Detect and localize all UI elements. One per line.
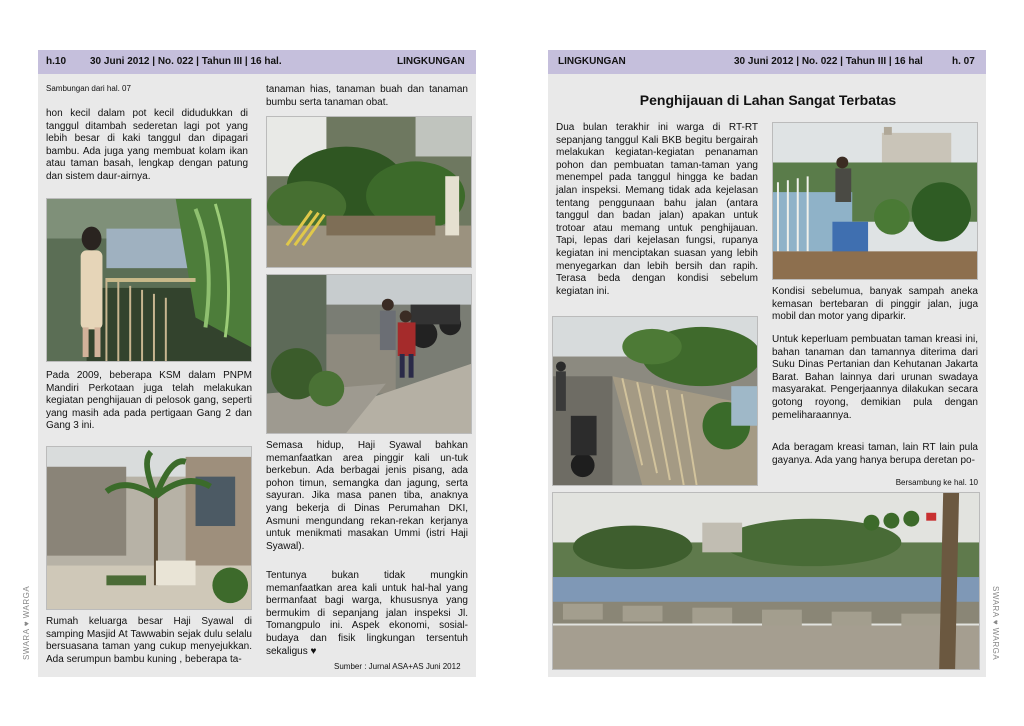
right-paragraph-4: Ada beragam kreasi taman, lain RT lain pula gayanya. Ada yang hanya berupa deretan po-: [772, 442, 978, 466]
left-page-header: [38, 50, 476, 74]
left-paragraph-5: Semasa hidup, Haji Syawal bahkan memanfaatkan area pinggir kali un-tuk berkebun. Ada berbagai jenis pisang, ada pohon timun, semangka dan jagung, serta sayuran. Jika masa panen tiba, anaknya yang bekerja di Dinas Perumahan DKI, Asmuni mengundang rekan-rekan kerjanya untuk menikmati masakan Ummi (istri Haji Syawal).: [266, 440, 468, 552]
source-note: Sumber : Jurnal ASA+AS Juni 2012: [334, 662, 461, 671]
continued-to-note: Bersambung ke hal. 10: [895, 478, 978, 487]
right-paragraph-1: Dua bulan terakhir ini warga di RT-RT sepanjang tanggul Kali BKB begitu bergairah melakukan kegiatan-kegiatan penanaman pohon dan pembuatan taman-taman yang menempel pada tanggul hingga ke badan jalan inspeksi. Memang tidak ada kejelasan tentang penggunaan bahu jalan (antara tanggul dan badan jalan) apakan untuk trotoar atau memang untuk penghijauan. Tapi, lepas dari kejelasan fungsi, rupanya kegiatan ini menciptakan suasan yang lebih menyegarkan dan lebih bersih dan rapih. Terasa beda dengan kondisi sebelum kegiatan ini.: [556, 122, 758, 297]
left-paragraph-4: tanaman hias, tanaman buah dan tanaman bumbu serta tanaman obat.: [266, 84, 468, 108]
article-title: Penghijauan di Lahan Sangat Terbatas: [639, 92, 897, 108]
right-section-label: LINGKUNGAN: [558, 56, 626, 67]
right-paragraph-2: Kondisi sebelumua, banyak sampah aneka kemasan bertebaran di pinggir jalan, juga mobil dan motor yang diparkir.: [772, 286, 978, 323]
right-page-header: [548, 50, 986, 74]
photo-roadside-garden: [552, 316, 758, 486]
photo-house-garden: [46, 446, 252, 610]
photo-pond-garden: [46, 198, 252, 362]
left-paragraph-2: Pada 2009, beberapa KSM dalam PNPM Mandiri Perkotaan juga telah melakukan kegiatan penghijauan di pelosok gang, seperti yang masih ada pada pertigaan Gang 2 dan Gang 3 ini.: [46, 370, 252, 432]
photo-potted-plants: [266, 116, 472, 268]
left-page: [38, 50, 476, 677]
right-page-number: h. 07: [952, 56, 975, 67]
right-side-label: SWARA ♥ WARGA: [991, 586, 1000, 661]
left-paragraph-1: hon kecil dalam pot kecil didudukkan di tanggul ditambah sederetan lagi pot yang lebih besar di kaki tanggul dan dipagari bambu. Ada juga yang membuat kolam ikan atau taman basah, lengkap dengan patung dan sistem daur-airnya.: [46, 108, 248, 182]
right-paragraph-3: Untuk keperluam pembuatan taman kreasi ini, bahan tanaman dan tamannya diterima dari Suku Dinas Pertanian dan Kehutanan Jakarta Barat. Bahan lainnya dari urunan swadaya masyarakat. Pengerjaannya dilakukan secara gotong royong, demikian pula dengan pemeliharaannya.: [772, 334, 978, 421]
left-section-label: LINGKUNGAN: [397, 56, 465, 67]
photo-wide-planters: [552, 492, 980, 670]
left-side-label: SWARA ♥ WARGA: [22, 585, 31, 660]
right-page: [548, 50, 986, 677]
left-page-number: h.10: [46, 56, 67, 67]
continued-from-note: Sambungan dari hal. 07: [46, 84, 131, 93]
left-paragraph-6: Tentunya bukan tidak mungkin memanfaatkan area kali untuk hal-hal yang bermanfaat bagi warga, khususnya yang bermukim di sepanjang jalan inspeksi Jl. Tomangpulo ini. Aspek ekonomi, sosial-budaya dan fisik lingkungan tersentuh sekaligus ♥: [266, 570, 468, 657]
photo-garden-building: [772, 122, 978, 280]
right-issue-info: 30 Juni 2012 | No. 022 | Tahun III | 16 hal: [734, 56, 923, 67]
left-issue-info: 30 Juni 2012 | No. 022 | Tahun III | 16 hal.: [90, 56, 282, 67]
left-paragraph-3: Rumah keluarga besar Haji Syawal di samping Masjid At Tawwabin sejak dulu selalu bersuasana taman yang cukup menyejukkan. Ada serumpun bambu kuning , beberapa ta-: [46, 616, 252, 665]
photo-street-kids: [266, 274, 472, 434]
